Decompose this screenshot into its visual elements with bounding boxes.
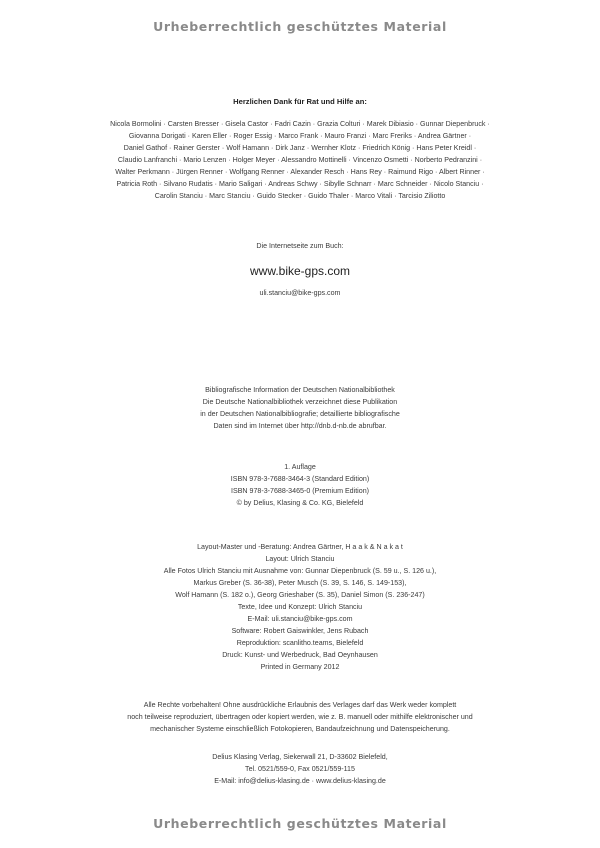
isbn-premium: ISBN 978-3-7688-3465-0 (Premium Edition): [231, 487, 369, 495]
publisher-web: E-Mail: info@delius-klasing.de · www.delius-klasing.de: [214, 777, 386, 785]
copyright-line: © by Delius, Klasing & Co. KG, Bielefeld: [236, 499, 364, 507]
acknowledgements-names: [0, 118, 600, 202]
watermark-bottom: Urheberrechtlich geschütztes Material: [153, 816, 447, 831]
edition-number: 1. Auflage: [284, 463, 316, 471]
biblio-line: Daten sind im Internet über http://dnb.d-nb.de abrufbar.: [213, 422, 387, 430]
biblio-line: Bibliografische Information der Deutschen Nationalbibliothek: [205, 386, 395, 394]
credits-section: [0, 541, 600, 673]
rights-line: noch teilweise reproduziert, übertragen oder kopiert werden, wie z. B. manuell oder mithilfe elektronischer und: [127, 713, 473, 721]
credits-line: E-Mail: uli.stanciu@bike-gps.com: [247, 615, 353, 623]
acknowledgements-heading: Herzlichen Dank für Rat und Hilfe an:: [233, 97, 367, 106]
rights-line: Alle Rechte vorbehalten! Ohne ausdrückliche Erlaubnis des Verlages darf das Werk weder komplett: [143, 701, 457, 709]
watermark-top: Urheberrechtlich geschütztes Material: [153, 19, 447, 34]
publisher-phone: Tel. 0521/559-0, Fax 0521/559-115: [245, 765, 355, 773]
publisher-contact: [0, 751, 600, 787]
credits-line: Layout: Ulrich Stanciu: [265, 555, 335, 563]
credits-line: Texte, Idee und Konzept: Ulrich Stanciu: [237, 603, 363, 611]
rights-line: mechanischer Systeme einschließlich Fotokopieren, Bandaufzeichnung und Datenspeicherung.: [150, 725, 450, 733]
credits-line: Alle Fotos Ulrich Stanciu mit Ausnahme von: Gunnar Diepenbruck (S. 59 u., S. 126 u.),: [163, 567, 437, 575]
names-line: Patricia Roth · Silvano Rudatis · Mario Saligari · Andreas Schwy · Sibylle Schnarr · Marc Schneider · Nicolo Stanciu ·: [116, 180, 484, 188]
names-line: Daniel Gathof · Rainer Gerster · Wolf Hamann · Dirk Janz · Wernher Klotz · Friedrich König · Hans Peter Kreidl ·: [123, 144, 477, 152]
credits-line: Druck: Kunst- und Werbedruck, Bad Oeynhausen: [222, 651, 378, 659]
credits-line: Software: Robert Gaiswinkler, Jens Rubach: [231, 627, 369, 635]
website-url-link[interactable]: www.bike-gps.com: [249, 264, 351, 278]
publisher-address: Delius Klasing Verlag, Siekerwall 21, D-33602 Bielefeld,: [212, 753, 388, 761]
bibliographic-info: [0, 384, 600, 432]
names-line: Walter Perkmann · Jürgen Renner · Wolfgang Renner · Alexander Resch · Hans Rey · Raimund Rigo · Albert Rinner ·: [115, 168, 485, 176]
website-section: [0, 240, 600, 299]
names-line: Carolin Stanciu · Marc Stanciu · Guido Stecker · Guido Thaler · Marco Vitali · Tarcisio Ziliotto: [154, 192, 446, 200]
rights-notice: [0, 699, 600, 735]
biblio-line: in der Deutschen Nationalbibliografie; detaillierte bibliografische: [200, 410, 400, 418]
names-line: Giovanna Dorigati · Karen Eller · Roger Essig · Marco Frank · Mauro Franzi · Marc Freriks · Andrea Gärtner ·: [128, 132, 472, 140]
edition-info: [0, 461, 600, 509]
acknowledgements-section: [0, 96, 600, 202]
credits-line: Printed in Germany 2012: [260, 663, 340, 671]
credits-line: Reproduktion: scanlitho.teams, Bielefeld: [236, 639, 364, 647]
credits-line: Markus Greber (S. 36-38), Peter Musch (S. 39, S. 146, S. 149-153),: [193, 579, 407, 587]
author-email-link[interactable]: uli.stanciu@bike-gps.com: [259, 289, 341, 297]
credits-line: Wolf Hamann (S. 182 o.), Georg Grieshaber (S. 35), Daniel Simon (S. 236-247): [175, 591, 425, 599]
credits-line: Layout-Master und -Beratung: Andrea Gärtner, H a a k & N a k a t: [197, 543, 403, 551]
names-line: Nicola Bormolini · Carsten Bresser · Gisela Castor · Fadri Cazin · Grazia Colturi · Marek Dibiasio · Gunnar Diepenbruck ·: [110, 120, 490, 128]
biblio-line: Die Deutsche Nationalbibliothek verzeichnet diese Publikation: [202, 398, 398, 406]
names-line: Claudio Lanfranchi · Mario Lenzen · Holger Meyer · Alessandro Mottinelli · Vincenzo Osmetti · Norberto Pedranzini ·: [117, 156, 483, 164]
isbn-standard: ISBN 978-3-7688-3464-3 (Standard Edition): [230, 475, 370, 483]
website-label: Die Internetseite zum Buch:: [256, 242, 344, 250]
